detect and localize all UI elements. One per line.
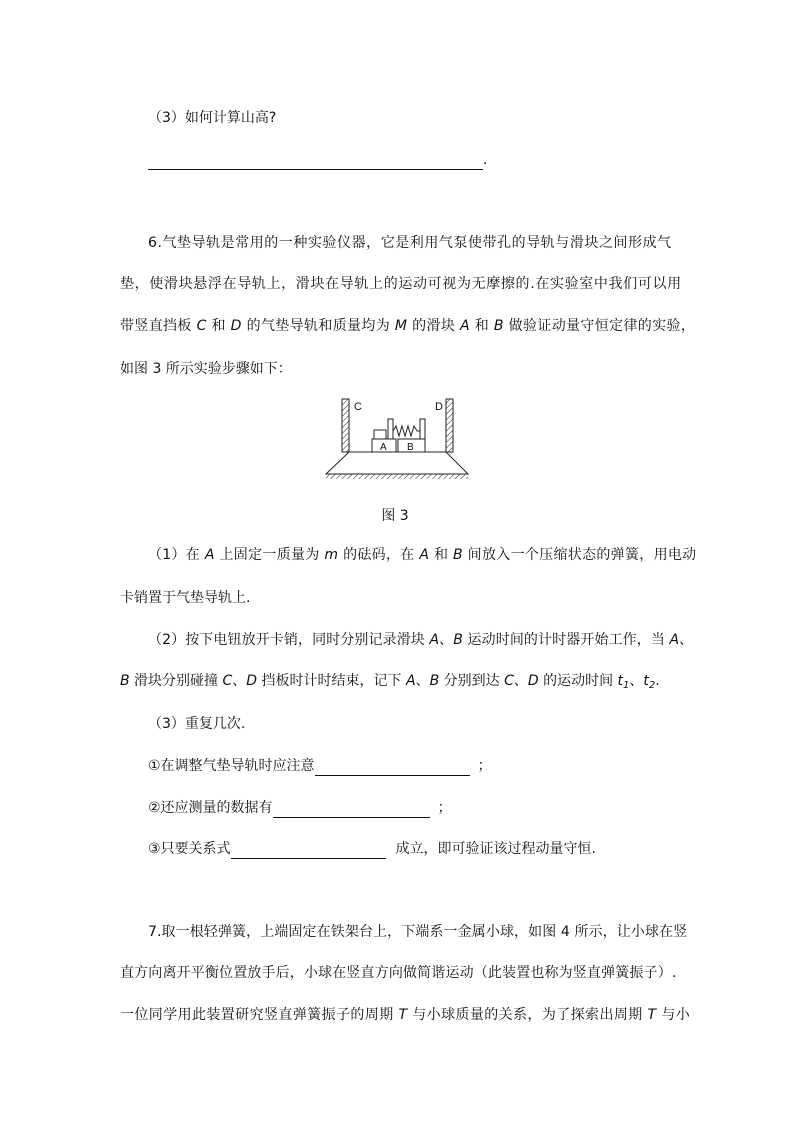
q7-line3 xyxy=(120,1005,690,1025)
q7-line1: 7.取一根轻弹簧，上端固定在铁架台上，下端系一金属小球，如图 4 所示，让小球在竖 xyxy=(148,924,688,940)
text: 的气垫导轨和质量均为 xyxy=(241,318,395,334)
var-C: C xyxy=(196,318,207,334)
track-base xyxy=(326,452,468,474)
q6-step3: （3）重复几次. xyxy=(148,716,246,732)
text: 的砝码，在 xyxy=(338,547,420,563)
text: 和 xyxy=(429,547,454,563)
post-b xyxy=(420,419,425,439)
var-A: A xyxy=(669,632,680,648)
text: 、 xyxy=(513,673,528,689)
q6-line4: 如图 3 所示实验步骤如下： xyxy=(120,361,292,377)
q6-item3 xyxy=(148,839,596,859)
var-A: A xyxy=(460,318,470,334)
text: 与小球质量的关系，为了探索出周期 xyxy=(407,1007,648,1023)
text: 间放入一个压缩状态的弹簧，用电动 xyxy=(462,547,697,563)
text: ②还应测量的数据有 xyxy=(148,800,273,816)
var-m: m xyxy=(324,547,339,563)
text: 成立，即可验证该过程动量守恒. xyxy=(395,841,597,857)
text: ①在调整气垫导轨时应注意 xyxy=(148,758,315,774)
item3-blank[interactable] xyxy=(231,843,386,859)
var-M: M xyxy=(394,318,408,334)
text: 和 xyxy=(206,318,231,334)
var-B: B xyxy=(120,673,130,689)
var-D: D xyxy=(527,673,539,689)
ground xyxy=(326,474,468,479)
var-B: B xyxy=(453,632,463,648)
var-T: T xyxy=(398,1007,408,1023)
item2-blank[interactable] xyxy=(273,802,430,818)
baffle-d xyxy=(446,399,453,452)
text: 与小 xyxy=(656,1007,691,1023)
q6-item2 xyxy=(148,798,452,818)
q5-answer-line xyxy=(148,150,487,170)
var-A: A xyxy=(429,632,440,648)
text: （2）按下电钮放开卡销，同时分别记录滑块 xyxy=(148,632,430,648)
q6-line2: 垫，使滑块悬浮在导轨上，滑块在导轨上的运动可视为无摩擦的.在实验室中我们可以用 xyxy=(120,276,682,292)
label-a: A xyxy=(380,442,387,453)
var-t: t xyxy=(617,673,624,689)
label-c: C xyxy=(354,401,362,413)
q6-step2-line2 xyxy=(120,671,660,696)
var-A: A xyxy=(405,673,416,689)
text: （1）在 xyxy=(148,547,205,563)
text: 挡板时计时结束，记下 xyxy=(257,673,406,689)
label-d: D xyxy=(435,401,443,413)
var-C: C xyxy=(222,673,233,689)
q6-line3 xyxy=(120,316,695,336)
post-a xyxy=(388,419,393,439)
text: 运动时间的计时器开始工作，当 xyxy=(462,632,670,648)
baffle-c xyxy=(342,399,349,452)
text: 、 xyxy=(679,632,694,648)
text: 分别到达 xyxy=(439,673,505,689)
text: 上固定一质量为 xyxy=(214,547,325,563)
var-A: A xyxy=(419,547,430,563)
sub-2: 2 xyxy=(648,680,656,691)
text: 和 xyxy=(469,318,494,334)
item1-blank[interactable] xyxy=(315,760,470,776)
var-t: t xyxy=(643,673,649,689)
text: 、 xyxy=(415,673,430,689)
text: 、 xyxy=(232,673,247,689)
text: 、 xyxy=(439,632,454,648)
spring xyxy=(393,426,420,436)
var-D: D xyxy=(230,318,242,334)
q5-blank-end: . xyxy=(483,152,488,168)
figure-caption: 图 3 xyxy=(381,508,409,524)
weight xyxy=(374,430,386,439)
text: 一位同学用此装置研究竖直弹簧振子的周期 xyxy=(120,1007,399,1023)
label-b: B xyxy=(407,442,414,453)
sub-1: 1 xyxy=(623,680,630,691)
q6-item1 xyxy=(148,756,492,776)
var-D: D xyxy=(246,673,258,689)
var-B: B xyxy=(493,318,504,334)
text: 的滑块 xyxy=(407,318,460,334)
text: 的运动时间 xyxy=(538,673,618,689)
text: 带竖直挡板 xyxy=(120,318,197,334)
q5-blank[interactable] xyxy=(148,154,483,170)
var-T: T xyxy=(647,1007,657,1023)
q6-step1 xyxy=(148,545,696,565)
text: 滑块分别碰撞 xyxy=(129,673,223,689)
text: 做验证动量守恒定律的实验， xyxy=(503,318,696,334)
var-B: B xyxy=(429,673,440,689)
text: 、 xyxy=(629,673,644,689)
var-A: A xyxy=(204,547,215,563)
q7-line2: 直方向离开平衡位置放手后，小球在竖直方向做简谐运动（此装置也称为竖直弹簧振子）. xyxy=(120,965,677,981)
var-B: B xyxy=(453,547,463,563)
var-C: C xyxy=(504,673,514,689)
text: ； xyxy=(437,800,452,816)
q6-line1: 6.气垫导轨是常用的一种实验仪器，它是利用气泵使带孔的导轨与滑块之间形成气 xyxy=(148,235,672,251)
q5-sub3: （3）如何计算山高? xyxy=(148,110,277,126)
q6-step2 xyxy=(148,630,693,650)
text: ； xyxy=(477,758,492,774)
text: . xyxy=(655,673,660,689)
figure-3-air-track xyxy=(320,393,480,488)
q6-step1-line2: 卡销置于气垫导轨上. xyxy=(120,590,251,606)
text: ③只要关系式 xyxy=(148,841,231,857)
